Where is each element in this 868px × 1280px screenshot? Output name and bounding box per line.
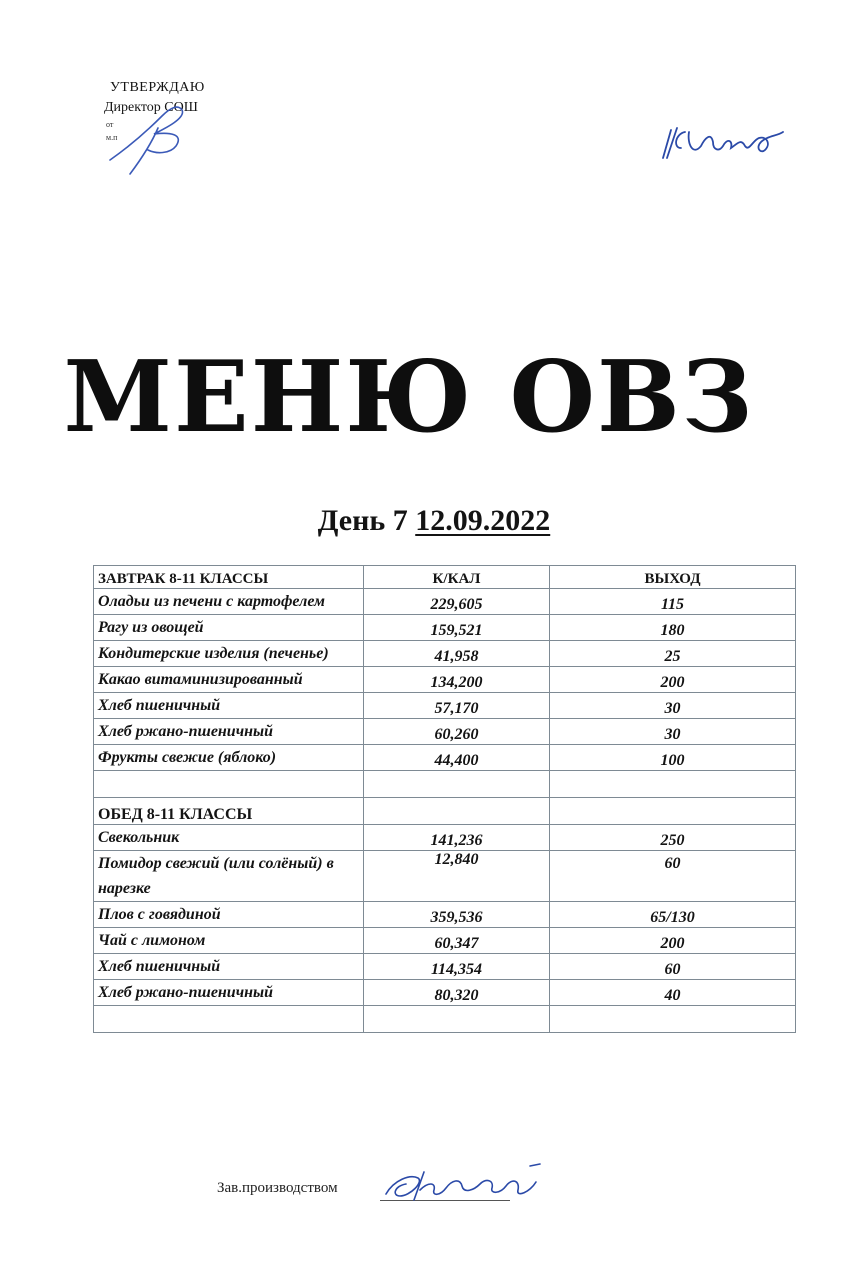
dish-kcal: 60,347 bbox=[364, 928, 550, 954]
dish-output: 60 bbox=[550, 851, 796, 902]
dish-output: 200 bbox=[550, 928, 796, 954]
table-header-row bbox=[94, 566, 796, 589]
table-row bbox=[94, 902, 796, 928]
dish-name: Хлеб ржано-пшеничный bbox=[94, 980, 364, 1006]
table-row bbox=[94, 928, 796, 954]
dish-output: 250 bbox=[550, 825, 796, 851]
dish-name: Какао витаминизированный bbox=[94, 667, 364, 693]
dish-output: 30 bbox=[550, 693, 796, 719]
dish-output: 100 bbox=[550, 745, 796, 771]
dish-kcal: 229,605 bbox=[364, 589, 550, 615]
dish-output: 115 bbox=[550, 589, 796, 615]
dish-name: Хлеб пшеничный bbox=[94, 954, 364, 980]
dish-kcal: 359,536 bbox=[364, 902, 550, 928]
dish-name: Рагу из овощей bbox=[94, 615, 364, 641]
empty-cell bbox=[364, 771, 550, 798]
dish-output: 65/130 bbox=[550, 902, 796, 928]
table-row bbox=[94, 615, 796, 641]
table-row bbox=[94, 954, 796, 980]
dish-name: Оладьи из печени с картофелем bbox=[94, 589, 364, 615]
empty-cell bbox=[550, 1006, 796, 1033]
director-signature bbox=[100, 88, 200, 178]
empty-cell bbox=[94, 771, 364, 798]
empty-row bbox=[94, 1006, 796, 1033]
approval-position: Директор СОШ bbox=[104, 100, 198, 115]
dish-kcal: 141,236 bbox=[364, 825, 550, 851]
empty-cell bbox=[364, 1006, 550, 1033]
table-row bbox=[94, 589, 796, 615]
table-row bbox=[94, 641, 796, 667]
dish-name: Чай с лимоном bbox=[94, 928, 364, 954]
dish-output: 60 bbox=[550, 954, 796, 980]
page-title: МЕНЮ ОВЗ bbox=[63, 340, 755, 455]
ivanov-signature bbox=[655, 118, 795, 168]
dish-name: Свекольник bbox=[94, 825, 364, 851]
dish-name: Кондитерские изделия (печенье) bbox=[94, 641, 364, 667]
table-row bbox=[94, 667, 796, 693]
dish-name: Помидор свежий (или солёный) в нарезке bbox=[94, 851, 364, 902]
production-manager-signature bbox=[380, 1160, 550, 1212]
dish-kcal: 134,200 bbox=[364, 667, 550, 693]
section-lunch: ОБЕД 8-11 КЛАССЫ bbox=[94, 798, 364, 825]
dish-output: 180 bbox=[550, 615, 796, 641]
dish-kcal: 159,521 bbox=[364, 615, 550, 641]
empty-cell bbox=[550, 798, 796, 825]
approval-date-label: от bbox=[106, 120, 114, 129]
production-manager-label: Зав.производством bbox=[217, 1180, 338, 1196]
dish-output: 30 bbox=[550, 719, 796, 745]
dish-output: 25 bbox=[550, 641, 796, 667]
dish-name: Хлеб пшеничный bbox=[94, 693, 364, 719]
dish-name: Хлеб ржано-пшеничный bbox=[94, 719, 364, 745]
table-row bbox=[94, 980, 796, 1006]
dish-kcal: 57,170 bbox=[364, 693, 550, 719]
approval-heading: УТВЕРЖДАЮ bbox=[110, 80, 205, 95]
dish-name: Плов с говядиной bbox=[94, 902, 364, 928]
table-row bbox=[94, 745, 796, 771]
header-meal: ЗАВТРАК 8-11 КЛАССЫ bbox=[94, 566, 364, 589]
dish-output: 40 bbox=[550, 980, 796, 1006]
dish-name: Фрукты свежие (яблоко) bbox=[94, 745, 364, 771]
approval-stamp-label: м.п bbox=[106, 133, 118, 142]
empty-row bbox=[94, 771, 796, 798]
dish-kcal: 44,400 bbox=[364, 745, 550, 771]
table-row bbox=[94, 719, 796, 745]
dish-kcal: 114,354 bbox=[364, 954, 550, 980]
menu-table bbox=[93, 565, 796, 1033]
dish-kcal: 41,958 bbox=[364, 641, 550, 667]
empty-cell bbox=[364, 798, 550, 825]
empty-cell bbox=[94, 1006, 364, 1033]
day-heading bbox=[0, 504, 868, 538]
header-kcal: К/КАЛ bbox=[364, 566, 550, 589]
empty-cell bbox=[550, 771, 796, 798]
table-row bbox=[94, 693, 796, 719]
day-date: 12.09.2022 bbox=[415, 504, 551, 537]
table-row bbox=[94, 851, 796, 902]
table-row bbox=[94, 825, 796, 851]
day-label: День 7 bbox=[317, 504, 408, 537]
dish-kcal: 80,320 bbox=[364, 980, 550, 1006]
dish-output: 200 bbox=[550, 667, 796, 693]
dish-kcal: 12,840 bbox=[364, 851, 550, 902]
header-output: ВЫХОД bbox=[550, 566, 796, 589]
section-row bbox=[94, 798, 796, 825]
dish-kcal: 60,260 bbox=[364, 719, 550, 745]
